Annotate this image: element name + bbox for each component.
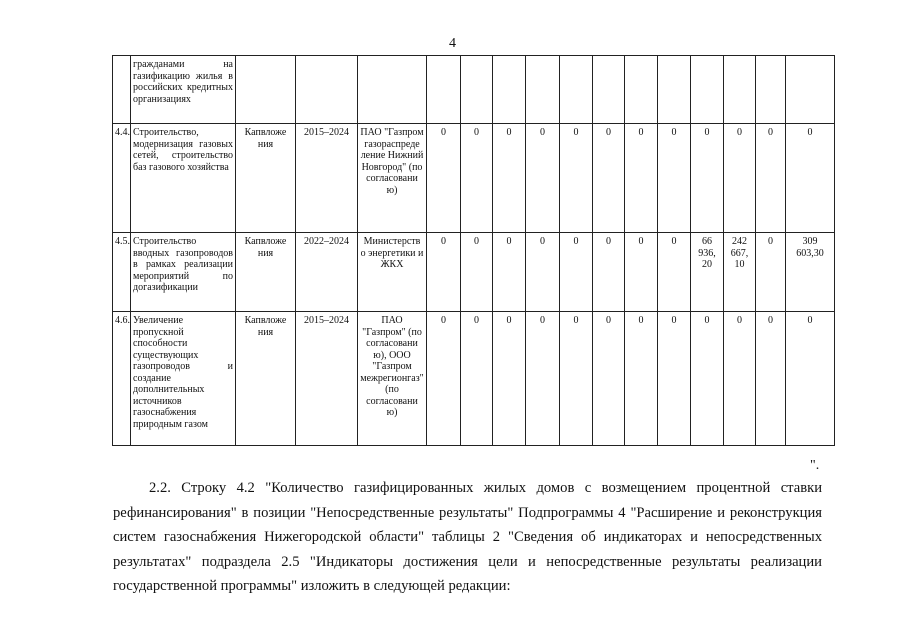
row-value: 0 — [461, 312, 493, 446]
row-executor: ПАО "Газпром" (по согласовани ю), ООО "Газпром межрегионгаз" (по согласовани ю) — [358, 312, 427, 446]
row-executor: ПАО "Газпром газораспреде ление Нижний Новгород" (по согласовани ю) — [358, 124, 427, 233]
row-value: 0 — [493, 124, 526, 233]
row-value — [691, 56, 724, 124]
row-value — [658, 56, 691, 124]
row-name: Строительство, модернизация газовых сетей, строительство баз газового хозяйства — [131, 124, 236, 233]
row-value: 0 — [461, 233, 493, 312]
row-value — [427, 56, 461, 124]
row-value — [724, 56, 756, 124]
row-value: 0 — [658, 233, 691, 312]
row-value: 0 — [560, 312, 593, 446]
row-period: 2015–2024 — [296, 312, 358, 446]
row-value: 0 — [526, 312, 560, 446]
page-number: 4 — [449, 36, 456, 51]
table-row — [113, 312, 835, 446]
row-value: 0 — [724, 124, 756, 233]
row-value: 0 — [625, 312, 658, 446]
row-period — [296, 56, 358, 124]
row-value: 0 — [724, 312, 756, 446]
row-value: 0 — [427, 312, 461, 446]
row-value: 0 — [756, 233, 786, 312]
row-value: 0 — [691, 312, 724, 446]
row-number: 4.6. — [113, 312, 131, 446]
table-body — [113, 56, 835, 446]
row-value: 0 — [593, 124, 625, 233]
row-value: 0 — [593, 312, 625, 446]
closing-quote: ". — [810, 458, 820, 473]
program-table — [112, 55, 835, 446]
row-type: Капвложе ния — [236, 312, 296, 446]
row-name: Увеличение пропускной способности существующих газопроводов и создание дополнительных источников газоснабжения природным газом — [131, 312, 236, 446]
row-period: 2015–2024 — [296, 124, 358, 233]
row-value: 66 936, 20 — [691, 233, 724, 312]
row-value: 242 667, 10 — [724, 233, 756, 312]
row-type: Капвложе ния — [236, 124, 296, 233]
row-executor: Министерств о энергетики и ЖКХ — [358, 233, 427, 312]
row-value: 0 — [493, 233, 526, 312]
row-value: 0 — [691, 124, 724, 233]
row-value: 0 — [427, 124, 461, 233]
row-value — [461, 56, 493, 124]
row-value — [625, 56, 658, 124]
row-value — [560, 56, 593, 124]
row-value — [593, 56, 625, 124]
row-value: 0 — [526, 233, 560, 312]
row-value — [786, 56, 835, 124]
row-value: 0 — [756, 312, 786, 446]
table-row — [113, 124, 835, 233]
row-name: гражданами на газификацию жилья в российских кредитных организациях — [131, 56, 236, 124]
table-row — [113, 233, 835, 312]
row-type — [236, 56, 296, 124]
row-value — [526, 56, 560, 124]
row-type: Капвложе ния — [236, 233, 296, 312]
row-value: 0 — [461, 124, 493, 233]
row-value: 0 — [493, 312, 526, 446]
row-number: 4.5. — [113, 233, 131, 312]
row-value: 0 — [658, 312, 691, 446]
body-paragraph: 2.2. Строку 4.2 "Количество газифицированных жилых домов с возмещением процентной ставки рефинансирования" в позиции "Непосредственные результаты" Подпрограммы 4 "Расширение и реконструкция систем газоснабжения Нижегородской области" таблицы 2 "Сведения об индикаторах и непосредственных результатах" подраздела 2.5 "Индикаторы достижения цели и непосредственные результаты реализации государственной программы" изложить в следующей редакции: — [113, 480, 822, 594]
row-value: 0 — [756, 124, 786, 233]
row-value: 0 — [560, 233, 593, 312]
row-value: 0 — [658, 124, 691, 233]
row-value: 0 — [625, 233, 658, 312]
row-executor — [358, 56, 427, 124]
row-value: 0 — [560, 124, 593, 233]
row-period: 2022–2024 — [296, 233, 358, 312]
row-number — [113, 56, 131, 124]
row-value: 0 — [526, 124, 560, 233]
table-row — [113, 56, 835, 124]
row-number: 4.4. — [113, 124, 131, 233]
row-value — [756, 56, 786, 124]
row-value: 0 — [593, 233, 625, 312]
row-value: 0 — [786, 312, 835, 446]
row-value — [493, 56, 526, 124]
row-value: 0 — [427, 233, 461, 312]
row-value: 0 — [625, 124, 658, 233]
row-name: Строительство вводных газопроводов в рамках реализации мероприятий по догазификации — [131, 233, 236, 312]
row-value: 0 — [786, 124, 835, 233]
row-value: 309 603,30 — [786, 233, 835, 312]
